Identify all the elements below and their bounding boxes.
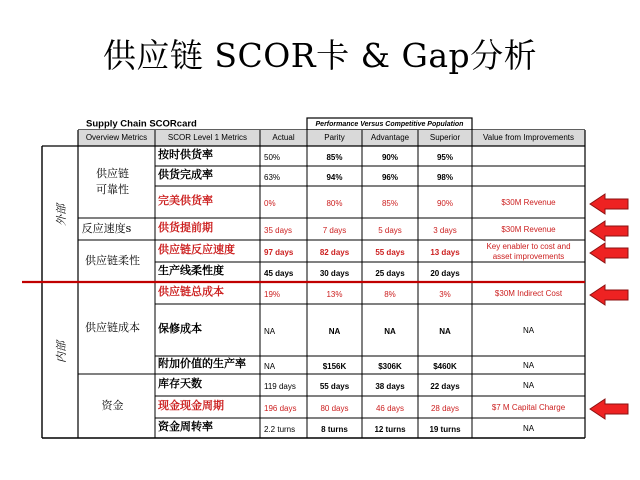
- cell-parity: 80 days: [320, 404, 349, 414]
- header-0: Overview Metrics: [85, 133, 148, 143]
- cell-parity: 8 turns: [321, 425, 348, 435]
- cell-value: $7 M Capital Charge: [491, 403, 566, 413]
- cell-superior: 90%: [436, 199, 454, 209]
- population-header: Performance Versus Competitive Population: [315, 120, 464, 128]
- cell-superior: 13 days: [430, 248, 460, 258]
- red-arrow-icon: [590, 399, 628, 419]
- cell-parity: 7 days: [322, 226, 347, 236]
- cell-advantage: 55 days: [375, 248, 405, 258]
- header-1: SCOR Level 1 Metrics: [167, 133, 248, 143]
- side-group-external: 外部: [55, 204, 68, 226]
- cell-superior: 22 days: [430, 382, 460, 392]
- cell-advantage: 8%: [384, 290, 396, 300]
- cell-value: NA: [522, 361, 535, 371]
- header-5: Superior: [429, 133, 461, 143]
- cell-actual: NA: [264, 362, 276, 372]
- category-label: 供应链成本: [85, 321, 140, 334]
- cell-value: $30M Revenue: [501, 225, 556, 235]
- cell-parity: NA: [328, 327, 341, 337]
- cell-advantage: 85%: [381, 199, 399, 209]
- metric-label: 供应链反应速度: [158, 243, 235, 256]
- cell-actual: 97 days: [264, 248, 294, 258]
- slide-title: 供应链 SCOR卡 & Gap分析: [102, 36, 538, 75]
- metric-label: 供应链总成本: [158, 285, 224, 298]
- metric-label: 库存天数: [158, 377, 202, 390]
- cell-superior: $460K: [433, 362, 457, 372]
- metric-label: 按时供货率: [158, 148, 213, 161]
- cell-actual: 196 days: [264, 404, 297, 414]
- cell-actual: 119 days: [264, 382, 296, 392]
- category-label: 供应链可靠性: [96, 167, 129, 196]
- category-label: 供应链柔性: [85, 254, 140, 267]
- cell-actual: 35 days: [264, 226, 293, 236]
- cell-value: NA: [522, 381, 535, 391]
- cell-advantage: NA: [384, 327, 396, 337]
- cell-parity: 30 days: [319, 269, 350, 279]
- metric-label: 供货完成率: [158, 168, 213, 181]
- metric-label: 现金现金周期: [158, 399, 224, 412]
- cell-value: NA: [522, 326, 535, 336]
- cell-superior: NA: [439, 327, 451, 337]
- cell-actual: NA: [264, 327, 276, 337]
- cell-parity: 94%: [326, 173, 343, 183]
- cell-parity: 82 days: [319, 248, 350, 258]
- cell-actual: 45 days: [264, 269, 294, 279]
- metric-label: 完美供货率: [158, 194, 213, 207]
- red-arrow-icon: [590, 243, 628, 263]
- category-label: 反应速度s: [81, 222, 132, 235]
- cell-superior: 3%: [439, 290, 451, 300]
- metric-label: 生产线柔性度: [158, 264, 224, 277]
- cell-advantage: 38 days: [375, 382, 405, 392]
- cell-superior: 20 days: [430, 269, 460, 279]
- cell-value: Key enabler to cost and asset improvements: [486, 242, 571, 262]
- header-2: Actual: [272, 133, 295, 143]
- cell-value: $30M Indirect Cost: [494, 289, 563, 299]
- red-arrow-icon: [590, 221, 628, 241]
- cell-advantage: $306K: [378, 362, 402, 372]
- cell-parity: 80%: [326, 199, 343, 209]
- category-label: 资金: [101, 399, 124, 412]
- cell-actual: 50%: [264, 153, 281, 163]
- header-4: Advantage: [370, 133, 410, 143]
- cell-superior: 28 days: [430, 404, 460, 414]
- cell-actual: 19%: [264, 290, 281, 300]
- cell-actual: 63%: [264, 173, 281, 183]
- cell-advantage: 96%: [381, 173, 399, 183]
- cell-actual: 2.2 turns: [264, 425, 296, 435]
- cell-advantage: 5 days: [378, 226, 402, 236]
- cell-value: $30M Revenue: [501, 198, 556, 208]
- cell-actual: 0%: [264, 199, 276, 209]
- scorecard-caption: Supply Chain SCORcard: [86, 118, 197, 130]
- metric-label: 保修成本: [158, 322, 202, 335]
- cell-value: NA: [522, 424, 535, 434]
- cell-advantage: 12 turns: [374, 425, 406, 435]
- cell-parity: 13%: [326, 290, 343, 300]
- side-group-internal: 内部: [55, 341, 68, 363]
- cell-advantage: 46 days: [375, 404, 405, 414]
- metric-label: 资金周转率: [158, 420, 213, 433]
- cell-advantage: 25 days: [375, 269, 405, 279]
- cell-parity: 55 days: [319, 382, 350, 392]
- cell-superior: 3 days: [433, 226, 457, 236]
- header-3: Parity: [324, 133, 345, 143]
- cell-parity: 85%: [326, 153, 343, 163]
- cell-parity: $156K: [322, 362, 347, 372]
- red-arrow-icon: [590, 194, 628, 214]
- metric-label: 附加价值的生产率: [158, 357, 246, 370]
- cell-superior: 98%: [436, 173, 454, 183]
- cell-superior: 95%: [436, 153, 454, 163]
- cell-superior: 19 turns: [429, 425, 461, 435]
- metric-label: 供货提前期: [158, 221, 213, 234]
- red-arrow-icon: [590, 285, 628, 305]
- cell-advantage: 90%: [381, 153, 399, 163]
- header-6: Value from Improvements: [483, 133, 574, 143]
